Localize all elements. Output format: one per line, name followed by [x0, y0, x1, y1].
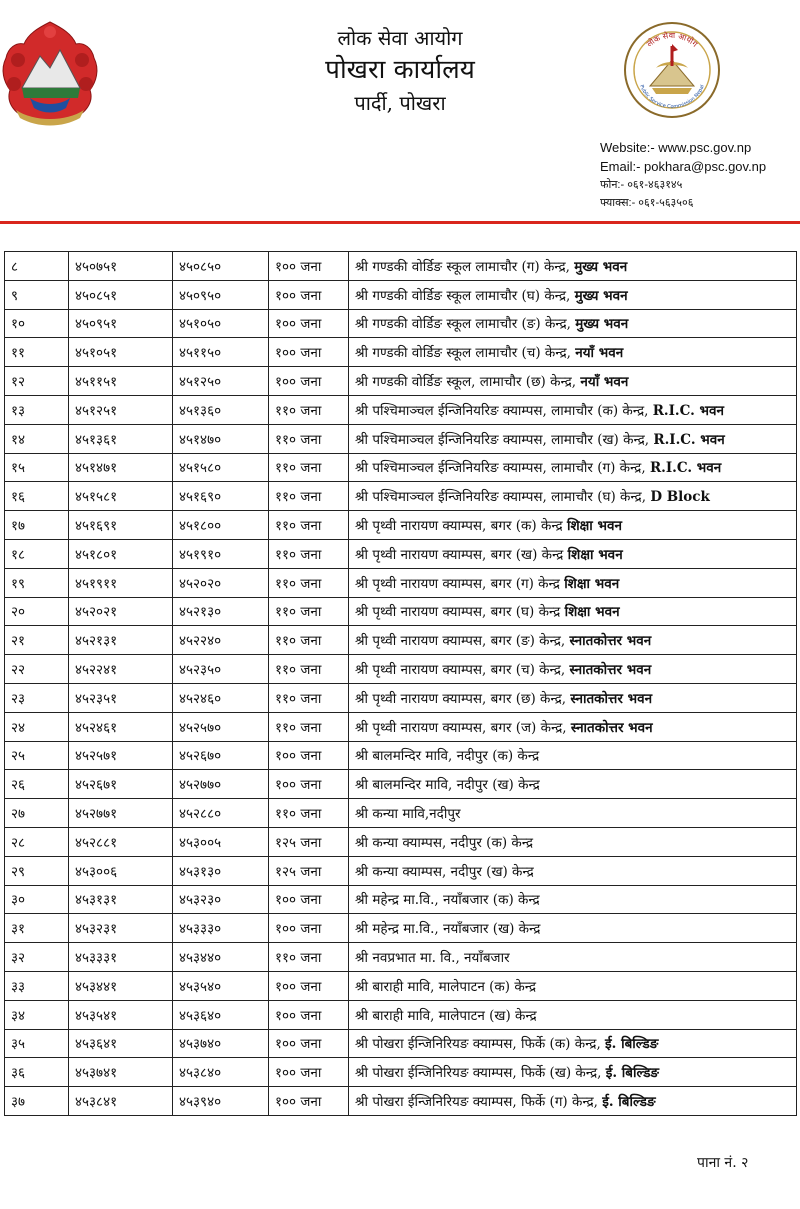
candidate-count: १०० जना	[269, 770, 349, 799]
roll-to: ४५३२३०	[173, 885, 269, 914]
table-row	[5, 626, 797, 655]
roll-from: ४५२८८१	[69, 827, 173, 856]
table-row	[5, 280, 797, 309]
center-name: श्री कन्या क्याम्पस, नदीपुर (क) केन्द्र	[355, 834, 534, 851]
table-row	[5, 827, 797, 856]
roll-from: ४५०७५१	[69, 252, 173, 281]
row-serial: १२	[5, 367, 69, 396]
center-name: श्री पश्चिमाञ्चल ईन्जिनियरिङ क्याम्पस, लामाचौर (ख) केन्द्र,	[355, 431, 654, 448]
candidate-count: ११० जना	[269, 655, 349, 684]
table-row	[5, 885, 797, 914]
candidate-count: ११० जना	[269, 799, 349, 828]
exam-center	[349, 827, 797, 856]
center-building: R.I.C. भवन	[653, 431, 725, 448]
center-name: श्री बाराही मावि, मालेपाटन (क) केन्द्र	[355, 978, 537, 995]
roll-from: ४५१०५१	[69, 338, 173, 367]
roll-from: ४५२२४१	[69, 655, 173, 684]
exam-center	[349, 741, 797, 770]
roll-to: ४५३३३०	[173, 914, 269, 943]
exam-center	[349, 568, 797, 597]
center-name: श्री गण्डकी वोर्डिङ स्कूल लामाचौर (ङ) केन्द्र,	[355, 316, 576, 333]
center-building: R.I.C. भवन	[652, 402, 725, 419]
center-name: श्री कन्या क्याम्पस, नदीपुर (ख) केन्द्र	[355, 863, 534, 880]
roll-from: ४५१४७१	[69, 453, 173, 482]
candidate-count: ११० जना	[269, 683, 349, 712]
table-row	[5, 741, 797, 770]
exam-center	[349, 1000, 797, 1029]
roll-to: ४५३६४०	[173, 1000, 269, 1029]
roll-to: ४५३४४०	[173, 943, 269, 972]
center-name: श्री बालमन्दिर मावि, नदीपुर (क) केन्द्र	[355, 748, 540, 765]
center-name: श्री पश्चिमाञ्चल ईन्जिनियरिङ क्याम्पस, लामाचौर (ग) केन्द्र,	[355, 460, 650, 477]
candidate-count: १०० जना	[269, 280, 349, 309]
center-name: श्री महेन्द्र मा.वि., नयाँबजार (ख) केन्द्र	[355, 921, 541, 938]
exam-center	[349, 943, 797, 972]
table-row	[5, 395, 797, 424]
phone-text: फोन:- ०६१-४६३१४५	[600, 179, 683, 191]
candidate-count: १०० जना	[269, 309, 349, 338]
exam-center	[349, 539, 797, 568]
center-name: श्री गण्डकी वोर्डिङ स्कूल लामाचौर (घ) केन्द्र,	[355, 287, 575, 304]
roll-from: ४५३५४१	[69, 1000, 173, 1029]
roll-from: ४५३६४१	[69, 1029, 173, 1058]
roll-to: ४५२३५०	[173, 655, 269, 684]
row-serial: ८	[5, 252, 69, 281]
row-serial: २१	[5, 626, 69, 655]
roll-from: ४५३००६	[69, 856, 173, 885]
roll-from: ४५२६७१	[69, 770, 173, 799]
row-serial: ३२	[5, 943, 69, 972]
row-serial: १७	[5, 511, 69, 540]
row-serial: १९	[5, 568, 69, 597]
candidate-count: १०० जना	[269, 1058, 349, 1087]
candidate-count: १०० जना	[269, 741, 349, 770]
roll-from: ४५२१३१	[69, 626, 173, 655]
website-text: Website:- www.psc.gov.np	[600, 140, 752, 155]
row-serial: ११	[5, 338, 69, 367]
table-row	[5, 971, 797, 1000]
roll-to: ४५१२५०	[173, 367, 269, 396]
psc-seal-icon	[622, 20, 722, 120]
center-building: ई. बिल्डिङ	[605, 1065, 660, 1082]
center-name: श्री पृथ्वी नारायण क्याम्पस, बगर (क) केन्द्र	[355, 518, 567, 535]
center-name: श्री पृथ्वी नारायण क्याम्पस, बगर (ङ) केन्द्र,	[355, 633, 570, 650]
candidate-count: ११० जना	[269, 626, 349, 655]
center-building: मुख्य भवन	[574, 287, 628, 304]
roll-to: ४५११५०	[173, 338, 269, 367]
candidate-count: ११० जना	[269, 453, 349, 482]
roll-from: ४५२३५१	[69, 683, 173, 712]
header-divider	[0, 221, 800, 224]
center-name: श्री पश्चिमाञ्चल ईन्जिनियरिङ क्याम्पस, लामाचौर (क) केन्द्र,	[355, 402, 653, 419]
table-row	[5, 539, 797, 568]
center-name: श्री बालमन्दिर मावि, नदीपुर (ख) केन्द्र	[355, 777, 540, 794]
table-row	[5, 367, 797, 396]
table-row	[5, 943, 797, 972]
row-serial: २०	[5, 597, 69, 626]
candidate-count: ११० जना	[269, 568, 349, 597]
candidate-count: १०० जना	[269, 1000, 349, 1029]
center-name: श्री बाराही मावि, मालेपाटन (ख) केन्द्र	[355, 1007, 537, 1024]
row-serial: १४	[5, 424, 69, 453]
roll-to: ४५३९४०	[173, 1087, 269, 1116]
table-row	[5, 655, 797, 684]
table-row	[5, 453, 797, 482]
table-row	[5, 338, 797, 367]
table-row	[5, 309, 797, 338]
center-building: ई. बिल्डिङ	[602, 1094, 656, 1110]
exam-center	[349, 914, 797, 943]
exam-center	[349, 309, 797, 338]
table-row	[5, 712, 797, 741]
roll-to: ४५०९५०	[173, 280, 269, 309]
candidate-count: १०० जना	[269, 1029, 349, 1058]
candidate-count: ११० जना	[269, 539, 349, 568]
candidate-count: ११० जना	[269, 424, 349, 453]
exam-centers-table	[4, 251, 797, 1116]
table-row	[5, 1058, 797, 1087]
center-building: स्नातकोत्तर भवन	[570, 719, 653, 736]
roll-to: ४५१५८०	[173, 453, 269, 482]
roll-to: ४५२१३०	[173, 597, 269, 626]
center-building: ई. बिल्डिङ	[605, 1036, 659, 1053]
roll-from: ४५३३३१	[69, 943, 173, 972]
email-text: Email:- pokhara@psc.gov.np	[600, 159, 767, 174]
candidate-count: ११० जना	[269, 395, 349, 424]
commission-name: लोक सेवा आयोग	[337, 26, 463, 50]
exam-center	[349, 395, 797, 424]
roll-from: ४५१६९१	[69, 511, 173, 540]
candidate-count: १०० जना	[269, 971, 349, 1000]
exam-center	[349, 626, 797, 655]
roll-from: ४५२७७१	[69, 799, 173, 828]
roll-to: ४५१३६०	[173, 395, 269, 424]
exam-center	[349, 511, 797, 540]
table-row	[5, 914, 797, 943]
roll-from: ४५१८०१	[69, 539, 173, 568]
candidate-count: १०० जना	[269, 1087, 349, 1116]
center-name: श्री पोखरा ईन्जिनिरियङ क्याम्पस, फिर्के (ग) केन्द्र,	[355, 1094, 603, 1110]
candidate-count: १०० जना	[269, 885, 349, 914]
roll-from: ४५१३६१	[69, 424, 173, 453]
row-serial: ३७	[5, 1087, 69, 1116]
roll-to: ४५२४६०	[173, 683, 269, 712]
exam-center	[349, 712, 797, 741]
candidate-count: ११० जना	[269, 943, 349, 972]
center-building: नयाँ भवन	[575, 345, 624, 362]
center-building: मुख्य भवन	[574, 258, 628, 275]
center-name: श्री पृथ्वी नारायण क्याम्पस, बगर (च) केन्द्र,	[355, 662, 570, 679]
roll-from: ४५३४४१	[69, 971, 173, 1000]
roll-from: ४५१५८१	[69, 482, 173, 511]
exam-center	[349, 1029, 797, 1058]
center-building: स्नातकोत्तर भवन	[569, 633, 652, 650]
roll-to: ४५२०२०	[173, 568, 269, 597]
row-serial: २५	[5, 741, 69, 770]
exam-center	[349, 1058, 797, 1087]
center-building: शिक्षा भवन	[566, 518, 622, 535]
exam-center	[349, 280, 797, 309]
nepal-emblem-icon	[0, 18, 100, 128]
roll-from: ४५०८५१	[69, 280, 173, 309]
office-address: पार्दी, पोखरा	[354, 91, 446, 115]
center-building: नयाँ भवन	[580, 374, 629, 391]
center-building: D Block	[650, 489, 710, 506]
roll-from: ४५२४६१	[69, 712, 173, 741]
center-building: स्नातकोत्तर भवन	[570, 690, 653, 707]
roll-to: ४५२७७०	[173, 770, 269, 799]
roll-to: ४५०८५०	[173, 252, 269, 281]
roll-to: ४५३५४०	[173, 971, 269, 1000]
row-serial: १६	[5, 482, 69, 511]
row-serial: २२	[5, 655, 69, 684]
center-name: श्री पृथ्वी नारायण क्याम्पस, बगर (ज) केन्द्र,	[355, 719, 571, 736]
center-building: स्नातकोत्तर भवन	[569, 662, 652, 679]
exam-center	[349, 482, 797, 511]
roll-from: ४५२५७१	[69, 741, 173, 770]
candidate-count: १२५ जना	[269, 827, 349, 856]
exam-center	[349, 1087, 797, 1116]
row-serial: १८	[5, 539, 69, 568]
roll-from: ४५११५१	[69, 367, 173, 396]
row-serial: २९	[5, 856, 69, 885]
center-name: श्री पृथ्वी नारायण क्याम्पस, बगर (छ) केन्द्र,	[355, 690, 571, 707]
row-serial: २६	[5, 770, 69, 799]
roll-to: ४५३१३०	[173, 856, 269, 885]
table-row	[5, 252, 797, 281]
roll-from: ४५३७४१	[69, 1058, 173, 1087]
table-row	[5, 482, 797, 511]
exam-center	[349, 453, 797, 482]
row-serial: ९	[5, 280, 69, 309]
row-serial: १३	[5, 395, 69, 424]
exam-center	[349, 770, 797, 799]
office-name: पोखरा कार्यालय	[325, 55, 475, 85]
seal-bottom-text: Public Service Commission Nepal	[638, 84, 706, 111]
center-building: शिक्षा भवन	[564, 575, 620, 592]
roll-to: ४५२६७०	[173, 741, 269, 770]
row-serial: ३३	[5, 971, 69, 1000]
roll-to: ४५२८८०	[173, 799, 269, 828]
exam-center	[349, 856, 797, 885]
center-name: श्री पोखरा ईन्जिनिरियङ क्याम्पस, फिर्के (ख) केन्द्र,	[355, 1065, 606, 1082]
row-serial: ३५	[5, 1029, 69, 1058]
roll-from: ४५२०२१	[69, 597, 173, 626]
row-serial: १०	[5, 309, 69, 338]
candidate-count: १२५ जना	[269, 856, 349, 885]
center-name: श्री पोखरा ईन्जिनिरियङ क्याम्पस, फिर्के (क) केन्द्र,	[355, 1036, 606, 1053]
center-building: शिक्षा भवन	[564, 604, 620, 621]
exam-center	[349, 683, 797, 712]
row-serial: ३०	[5, 885, 69, 914]
row-serial: ३६	[5, 1058, 69, 1087]
roll-from: ४५३८४१	[69, 1087, 173, 1116]
roll-to: ४५१८००	[173, 511, 269, 540]
center-name: श्री पश्चिमाञ्चल ईन्जिनियरिङ क्याम्पस, लामाचौर (घ) केन्द्र,	[355, 489, 651, 506]
table-row	[5, 856, 797, 885]
center-name: श्री पृथ्वी नारायण क्याम्पस, बगर (ख) केन्द्र	[355, 546, 568, 563]
exam-center	[349, 338, 797, 367]
table-row	[5, 511, 797, 540]
center-name: श्री गण्डकी वोर्डिङ स्कूल लामाचौर (ग) केन्द्र,	[355, 258, 575, 275]
candidate-count: १०० जना	[269, 338, 349, 367]
candidate-count: ११० जना	[269, 511, 349, 540]
center-name: श्री नवप्रभात मा. वि., नयाँबजार	[355, 950, 510, 967]
center-name: श्री पृथ्वी नारायण क्याम्पस, बगर (घ) केन्द्र	[355, 604, 565, 621]
roll-to: ४५१९१०	[173, 539, 269, 568]
roll-from: ४५३१३१	[69, 885, 173, 914]
row-serial: २३	[5, 683, 69, 712]
exam-center	[349, 597, 797, 626]
row-serial: ३१	[5, 914, 69, 943]
table-row	[5, 597, 797, 626]
center-building: R.I.C. भवन	[649, 460, 722, 477]
candidate-count: १०० जना	[269, 367, 349, 396]
table-row	[5, 799, 797, 828]
roll-to: ४५२५७०	[173, 712, 269, 741]
table-row	[5, 1000, 797, 1029]
exam-center	[349, 799, 797, 828]
row-serial: ३४	[5, 1000, 69, 1029]
row-serial: २४	[5, 712, 69, 741]
fax-text: फ्याक्स:- ०६१-५६३५०६	[600, 197, 694, 209]
candidate-count: १०० जना	[269, 252, 349, 281]
roll-to: ४५२२४०	[173, 626, 269, 655]
center-name: श्री कन्या मावि,नदीपुर	[355, 806, 461, 823]
roll-to: ४५३००५	[173, 827, 269, 856]
center-name: श्री महेन्द्र मा.वि., नयाँबजार (क) केन्द्र	[355, 892, 540, 909]
row-serial: २८	[5, 827, 69, 856]
exam-center	[349, 424, 797, 453]
exam-center	[349, 971, 797, 1000]
roll-to: ४५१०५०	[173, 309, 269, 338]
center-building: मुख्य भवन	[575, 316, 629, 333]
center-building: शिक्षा भवन	[567, 546, 623, 563]
candidate-count: ११० जना	[269, 482, 349, 511]
roll-to: ४५१४७०	[173, 424, 269, 453]
candidate-count: ११० जना	[269, 712, 349, 741]
row-serial: १५	[5, 453, 69, 482]
table-row	[5, 770, 797, 799]
table-row	[5, 568, 797, 597]
exam-center	[349, 252, 797, 281]
exam-center	[349, 885, 797, 914]
candidate-count: १०० जना	[269, 914, 349, 943]
roll-to: ४५३७४०	[173, 1029, 269, 1058]
page-number: पाना नं. २	[697, 1155, 749, 1171]
roll-from: ४५३२३१	[69, 914, 173, 943]
roll-from: ४५१२५१	[69, 395, 173, 424]
seal-top-text: लोक सेवा आयोग	[644, 30, 700, 49]
roll-to: ४५३८४०	[173, 1058, 269, 1087]
row-serial: २७	[5, 799, 69, 828]
candidate-count: ११० जना	[269, 597, 349, 626]
roll-from: ४५१९११	[69, 568, 173, 597]
table-row	[5, 424, 797, 453]
roll-to: ४५१६९०	[173, 482, 269, 511]
table-row	[5, 683, 797, 712]
center-name: श्री गण्डकी वोर्डिङ स्कूल, लामाचौर (छ) केन्द्र,	[355, 374, 581, 391]
exam-center	[349, 655, 797, 684]
center-name: श्री पृथ्वी नारायण क्याम्पस, बगर (ग) केन्द्र	[355, 575, 565, 592]
exam-center	[349, 367, 797, 396]
center-name: श्री गण्डकी वोर्डिङ स्कूल लामाचौर (च) केन्द्र,	[355, 345, 576, 362]
table-row	[5, 1087, 797, 1116]
table-row	[5, 1029, 797, 1058]
roll-from: ४५०९५१	[69, 309, 173, 338]
